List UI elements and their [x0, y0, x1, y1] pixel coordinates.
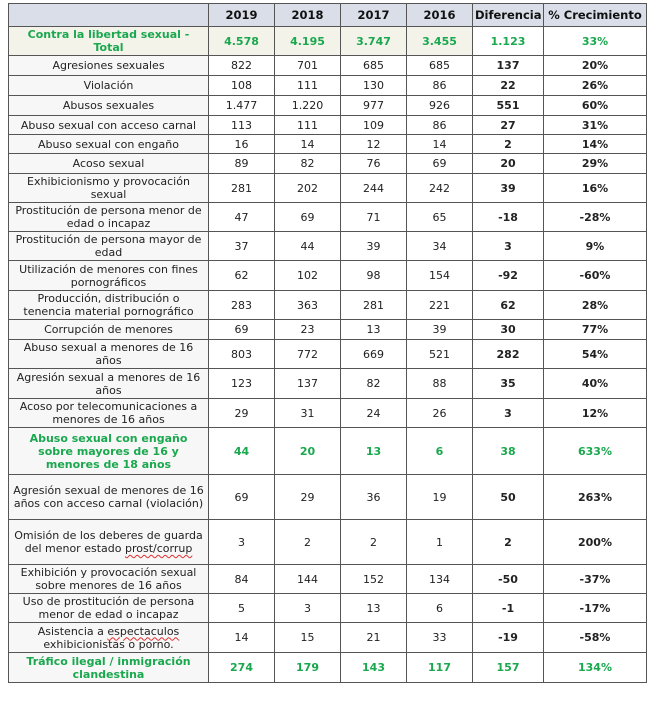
table-row: [9, 56, 647, 76]
value-2018: 137: [275, 369, 341, 399]
value-2017: 685: [341, 56, 407, 76]
header-row: [9, 4, 647, 27]
value-2017: 39: [341, 232, 407, 261]
value-2017: 977: [341, 96, 407, 116]
value-2019: 123: [209, 369, 275, 399]
crime-statistics-table: [8, 3, 647, 683]
value-2018: 4.195: [275, 27, 341, 56]
value-2016: 685: [407, 56, 473, 76]
value-diferencia: 27: [473, 116, 544, 135]
header-2018: 2018: [275, 4, 341, 27]
value-2019: 37: [209, 232, 275, 261]
table-row: [9, 154, 647, 174]
value-diferencia: 157: [473, 653, 544, 683]
value-2017: 109: [341, 116, 407, 135]
value-2016: 521: [407, 340, 473, 369]
value-crecimiento: -37%: [544, 565, 647, 594]
value-crecimiento: 633%: [544, 428, 647, 475]
value-2016: 154: [407, 261, 473, 291]
value-crecimiento: 29%: [544, 154, 647, 174]
value-crecimiento: 16%: [544, 174, 647, 203]
value-crecimiento: 200%: [544, 520, 647, 565]
table-row: [9, 203, 647, 232]
value-2018: 701: [275, 56, 341, 76]
value-2018: 363: [275, 291, 341, 320]
table-row: [9, 399, 647, 428]
value-crecimiento: 12%: [544, 399, 647, 428]
row-label: Acoso sexual: [9, 154, 209, 174]
value-2016: 86: [407, 116, 473, 135]
value-2019: 84: [209, 565, 275, 594]
value-crecimiento: 14%: [544, 135, 647, 154]
value-2019: 14: [209, 623, 275, 653]
value-2017: 13: [341, 594, 407, 623]
value-2016: 26: [407, 399, 473, 428]
value-2016: 1: [407, 520, 473, 565]
value-2016: 69: [407, 154, 473, 174]
value-2018: 179: [275, 653, 341, 683]
value-2017: 669: [341, 340, 407, 369]
value-crecimiento: 77%: [544, 320, 647, 340]
table-row: [9, 428, 647, 475]
row-label-text: Asistencia a: [37, 624, 108, 638]
row-label-text: exhibicionistas o porno.: [43, 637, 174, 651]
table-row: [9, 623, 647, 653]
value-2018: 1.220: [275, 96, 341, 116]
value-2017: 76: [341, 154, 407, 174]
value-diferencia: -1: [473, 594, 544, 623]
value-2019: 3: [209, 520, 275, 565]
header-crecimiento: % Crecimiento: [544, 4, 647, 27]
row-label: Utilización de menores con fines pornográficos: [9, 261, 209, 291]
row-label: Abuso sexual con acceso carnal: [9, 116, 209, 135]
value-2018: 23: [275, 320, 341, 340]
row-label: Exhibicionismo y provocación sexual: [9, 174, 209, 203]
value-2019: 16: [209, 135, 275, 154]
table-row: [9, 594, 647, 623]
value-2019: 69: [209, 475, 275, 520]
value-2018: 44: [275, 232, 341, 261]
value-diferencia: 2: [473, 135, 544, 154]
value-diferencia: 22: [473, 76, 544, 96]
row-label: Prostitución de persona mayor de edad: [9, 232, 209, 261]
value-2017: 152: [341, 565, 407, 594]
value-2017: 281: [341, 291, 407, 320]
value-2018: 111: [275, 116, 341, 135]
value-2017: 21: [341, 623, 407, 653]
value-crecimiento: -17%: [544, 594, 647, 623]
value-2018: 20: [275, 428, 341, 475]
value-2018: 14: [275, 135, 341, 154]
table-row: [9, 520, 647, 565]
value-crecimiento: 40%: [544, 369, 647, 399]
value-diferencia: 50: [473, 475, 544, 520]
value-crecimiento: 54%: [544, 340, 647, 369]
row-label: Abuso sexual a menores de 16 años: [9, 340, 209, 369]
value-2016: 19: [407, 475, 473, 520]
value-diferencia: 551: [473, 96, 544, 116]
value-2017: 3.747: [341, 27, 407, 56]
value-2019: 29: [209, 399, 275, 428]
value-2019: 89: [209, 154, 275, 174]
table-row: [9, 320, 647, 340]
row-label: Corrupción de menores: [9, 320, 209, 340]
value-2016: 33: [407, 623, 473, 653]
value-crecimiento: 60%: [544, 96, 647, 116]
value-2019: 822: [209, 56, 275, 76]
value-2016: 134: [407, 565, 473, 594]
header-corner: [9, 4, 209, 27]
value-diferencia: 3: [473, 399, 544, 428]
header-2016: 2016: [407, 4, 473, 27]
spellcheck-underlined-word: espectaculos: [107, 624, 180, 638]
value-2016: 14: [407, 135, 473, 154]
value-diferencia: 3: [473, 232, 544, 261]
table-row: [9, 174, 647, 203]
value-2019: 108: [209, 76, 275, 96]
spellcheck-underlined-word: prost/corrup: [124, 542, 193, 555]
value-diferencia: 35: [473, 369, 544, 399]
value-diferencia: 1.123: [473, 27, 544, 56]
value-2019: 281: [209, 174, 275, 203]
value-2016: 117: [407, 653, 473, 683]
value-2017: 13: [341, 428, 407, 475]
row-label-text: Omisión de los deberes de guarda del menor estado: [14, 529, 203, 555]
row-label: Tráfico ilegal / inmigración clandestina: [9, 653, 209, 683]
value-diferencia: -19: [473, 623, 544, 653]
table-row: [9, 475, 647, 520]
row-label: Abuso sexual con engaño: [9, 135, 209, 154]
table-row: [9, 261, 647, 291]
value-2018: 31: [275, 399, 341, 428]
value-2019: 1.477: [209, 96, 275, 116]
value-2017: 98: [341, 261, 407, 291]
value-2018: 82: [275, 154, 341, 174]
value-2017: 12: [341, 135, 407, 154]
value-diferencia: 282: [473, 340, 544, 369]
row-label: Producción, distribución o tenencia material pornográfico: [9, 291, 209, 320]
value-2018: 15: [275, 623, 341, 653]
value-2019: 4.578: [209, 27, 275, 56]
table-row: [9, 340, 647, 369]
value-diferencia: 38: [473, 428, 544, 475]
value-2019: 274: [209, 653, 275, 683]
row-label: Agresiones sexuales: [9, 56, 209, 76]
value-crecimiento: 9%: [544, 232, 647, 261]
value-crecimiento: -60%: [544, 261, 647, 291]
value-2019: 803: [209, 340, 275, 369]
value-2016: 926: [407, 96, 473, 116]
value-diferencia: -18: [473, 203, 544, 232]
value-crecimiento: -58%: [544, 623, 647, 653]
value-2019: 5: [209, 594, 275, 623]
value-2019: 69: [209, 320, 275, 340]
value-crecimiento: 26%: [544, 76, 647, 96]
value-diferencia: 39: [473, 174, 544, 203]
value-2019: 113: [209, 116, 275, 135]
row-label: Agresión sexual de menores de 16 años con acceso carnal (violación): [9, 475, 209, 520]
table-row: [9, 76, 647, 96]
value-2017: 13: [341, 320, 407, 340]
value-crecimiento: 31%: [544, 116, 647, 135]
row-label: Acoso por telecomunicaciones a menores de 16 años: [9, 399, 209, 428]
value-2018: 202: [275, 174, 341, 203]
row-label: Agresión sexual a menores de 16 años: [9, 369, 209, 399]
value-diferencia: 2: [473, 520, 544, 565]
value-2017: 2: [341, 520, 407, 565]
value-2016: 65: [407, 203, 473, 232]
value-2019: 44: [209, 428, 275, 475]
table-row: [9, 565, 647, 594]
value-2017: 24: [341, 399, 407, 428]
row-label: Contra la libertad sexual - Total: [9, 27, 209, 56]
header-diferencia: Diferencia: [473, 4, 544, 27]
value-2016: 221: [407, 291, 473, 320]
row-label: [9, 520, 209, 565]
value-2017: 36: [341, 475, 407, 520]
value-2018: 69: [275, 203, 341, 232]
row-label: Violación: [9, 76, 209, 96]
value-2019: 283: [209, 291, 275, 320]
value-2016: 39: [407, 320, 473, 340]
table-row: [9, 27, 647, 56]
table-row: [9, 96, 647, 116]
value-diferencia: -50: [473, 565, 544, 594]
table-row: [9, 232, 647, 261]
value-2017: 71: [341, 203, 407, 232]
value-2018: 3: [275, 594, 341, 623]
table-row: [9, 369, 647, 399]
value-diferencia: 137: [473, 56, 544, 76]
value-crecimiento: 33%: [544, 27, 647, 56]
value-2016: 6: [407, 594, 473, 623]
value-2016: 34: [407, 232, 473, 261]
value-2017: 244: [341, 174, 407, 203]
value-2017: 130: [341, 76, 407, 96]
value-crecimiento: 263%: [544, 475, 647, 520]
value-2018: 772: [275, 340, 341, 369]
value-2019: 62: [209, 261, 275, 291]
row-label: Uso de prostitución de persona menor de edad o incapaz: [9, 594, 209, 623]
table-row: [9, 135, 647, 154]
value-diferencia: 62: [473, 291, 544, 320]
value-2018: 2: [275, 520, 341, 565]
row-label: Abuso sexual con engaño sobre mayores de 16 y menores de 18 años: [9, 428, 209, 475]
value-2016: 88: [407, 369, 473, 399]
value-crecimiento: 28%: [544, 291, 647, 320]
row-label: Prostitución de persona menor de edad o incapaz: [9, 203, 209, 232]
value-diferencia: 20: [473, 154, 544, 174]
row-label: Exhibición y provocación sexual sobre menores de 16 años: [9, 565, 209, 594]
header-2017: 2017: [341, 4, 407, 27]
header-2019: 2019: [209, 4, 275, 27]
value-crecimiento: 20%: [544, 56, 647, 76]
value-2018: 144: [275, 565, 341, 594]
row-label: Abusos sexuales: [9, 96, 209, 116]
value-2018: 29: [275, 475, 341, 520]
table-row: [9, 116, 647, 135]
value-crecimiento: -28%: [544, 203, 647, 232]
value-2018: 111: [275, 76, 341, 96]
value-2016: 242: [407, 174, 473, 203]
value-diferencia: 30: [473, 320, 544, 340]
row-label: [9, 623, 209, 653]
table-row: [9, 291, 647, 320]
value-2016: 86: [407, 76, 473, 96]
table-row: [9, 653, 647, 683]
value-2016: 3.455: [407, 27, 473, 56]
value-crecimiento: 134%: [544, 653, 647, 683]
value-2017: 82: [341, 369, 407, 399]
value-2017: 143: [341, 653, 407, 683]
value-2019: 47: [209, 203, 275, 232]
value-2018: 102: [275, 261, 341, 291]
value-2016: 6: [407, 428, 473, 475]
value-diferencia: -92: [473, 261, 544, 291]
